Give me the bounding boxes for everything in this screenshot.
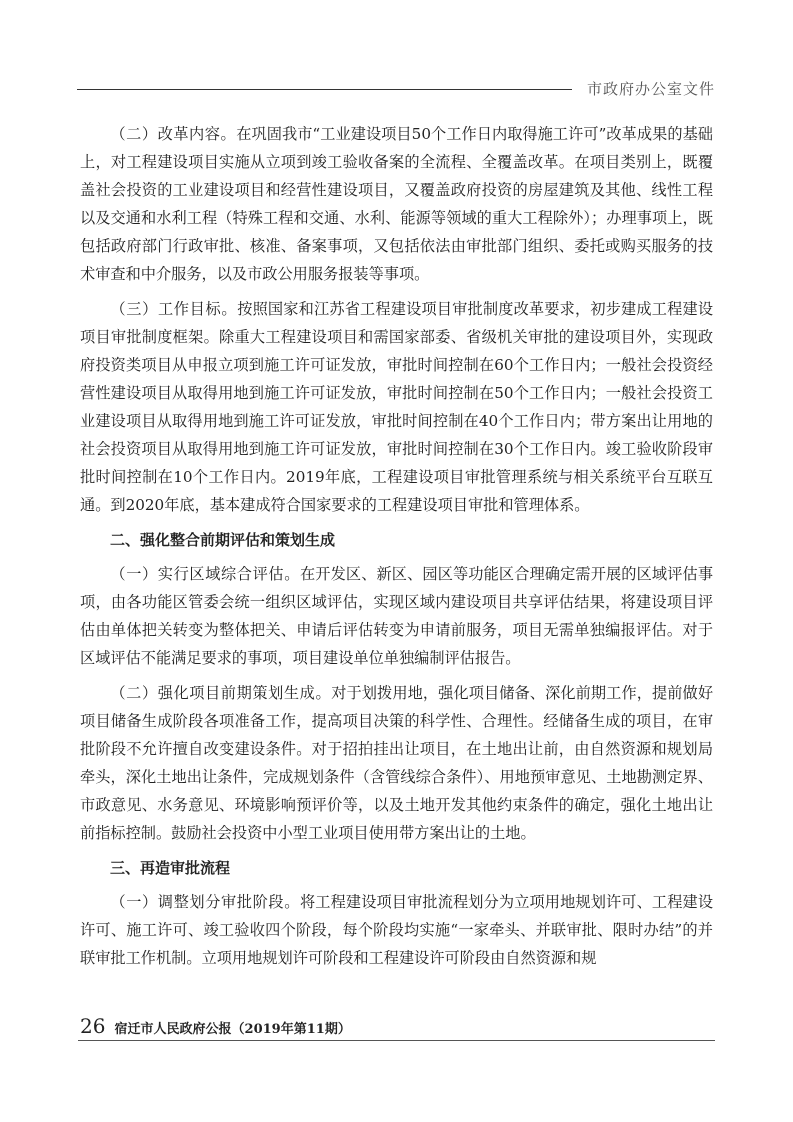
item-heading: （一）实行区域综合评估。	[110, 565, 300, 583]
item-heading: （三）工作目标。	[110, 300, 238, 318]
paragraph-approval-stages	[80, 888, 713, 972]
section-heading-3: 三、再造审批流程	[110, 859, 231, 877]
journal-title: 宿迁市人民政府公报（2019年第11期）	[114, 1022, 351, 1037]
footer-rule	[78, 1040, 715, 1041]
paragraph-text: 对于划拨用地，强化项目储备、深化前期工作，提前做好项目储备生成阶段各项准备工作，提高项目决策的科学性、合理性。经储备生成的项目，在审批阶段不允许擅自改变建设条件。对于招拍挂出让项目，在土地出让前，由自然资源和规划局牵头，深化土地出让条件，完成规划条件（含管线综合条件）、用地预审意见、土地勘测定界、市政意见、水务意见、环境影响预评价等，以及土地开发其他约束条件的确定，强化土地出让前指标控制。鼓励社会投资中小型工业项目使用带方案出让的土地。	[80, 684, 714, 842]
header-rule	[77, 89, 572, 90]
page-number: 26	[80, 1014, 106, 1038]
paragraph-text: 在巩固我市“工业建设项目50个工作日内取得施工许可”改革成果的基础上，对工程建设项目实施从立项到竣工验收备案的全流程、全覆盖改革。在项目类别上，既覆盖社会投资的工业建设项目和经营性建设项目，又覆盖政府投资的房屋建筑及其他、线性工程以及交通和水利工程（特殊工程和交通、水利、能源等领域的重大工程除外）；办理事项上，既包括政府部门行政审批、核准、备案事项，又包括依法由审批部门组织、委托或购买服务的技术审查和中介服务，以及市政公用服务报装等事项。	[80, 125, 713, 283]
paragraph-work-goals	[80, 295, 713, 519]
section-heading-2: 二、强化整合前期评估和策划生成	[110, 531, 336, 549]
item-heading: （二）强化项目前期策划生成。	[110, 684, 332, 702]
header-title: 市政府办公室文件	[586, 80, 715, 98]
paragraph-text: 将工程建设项目审批流程划分为立项用地规划许可、工程建设许可、施工许可、竣工验收四个阶段，每个阶段均实施“一家牵头、并联审批、限时办结”的并联审批工作机制。立项用地规划许可阶段和工程建设许可阶段由自然资源和规	[80, 893, 714, 967]
paragraph-text: 按照国家和江苏省工程建设项目审批制度改革要求，初步建成工程建设项目审批制度框架。除重大工程建设项目和需国家部委、省级机关审批的建设项目外，实现政府投资类项目从申报立项到施工许可证发放，审批时间控制在60个工作日内；一般社会投资经营性建设项目从取得用地到施工许可证发放，审批时间控制在50个工作日内；一般社会投资工业建设项目从取得用地到施工许可证发放，审批时间控制在40个工作日内；带方案出让用地的社会投资项目从取得用地到施工许可证发放，审批时间控制在30个工作日内。竣工验收阶段审批时间控制在10个工作日内。2019年底，工程建设项目审批管理系统与相关系统平台互联互通。到2020年底，基本建成符合国家要求的工程建设项目审批和管理体系。	[80, 300, 714, 514]
item-heading: （一）调整划分审批阶段。	[110, 893, 300, 911]
running-header	[77, 78, 715, 102]
paragraph-project-planning	[80, 679, 713, 847]
page-footer	[80, 1014, 351, 1038]
paragraph-reform-content	[80, 120, 713, 288]
document-body	[80, 120, 713, 979]
paragraph-regional-assessment	[80, 560, 713, 672]
paragraph-text: 在开发区、新区、园区等功能区合理确定需开展的区域评估事项，由各功能区管委会统一组织区域评估，实现区域内建设项目共享评估结果，将建设项目评估由单体把关转变为整体把关、申请后评估转变为申请前服务，项目无需单独编报评估。对于区域评估不能满足要求的事项，项目建设单位单独编制评估报告。	[80, 565, 714, 667]
item-heading: （二）改革内容。	[110, 125, 237, 143]
